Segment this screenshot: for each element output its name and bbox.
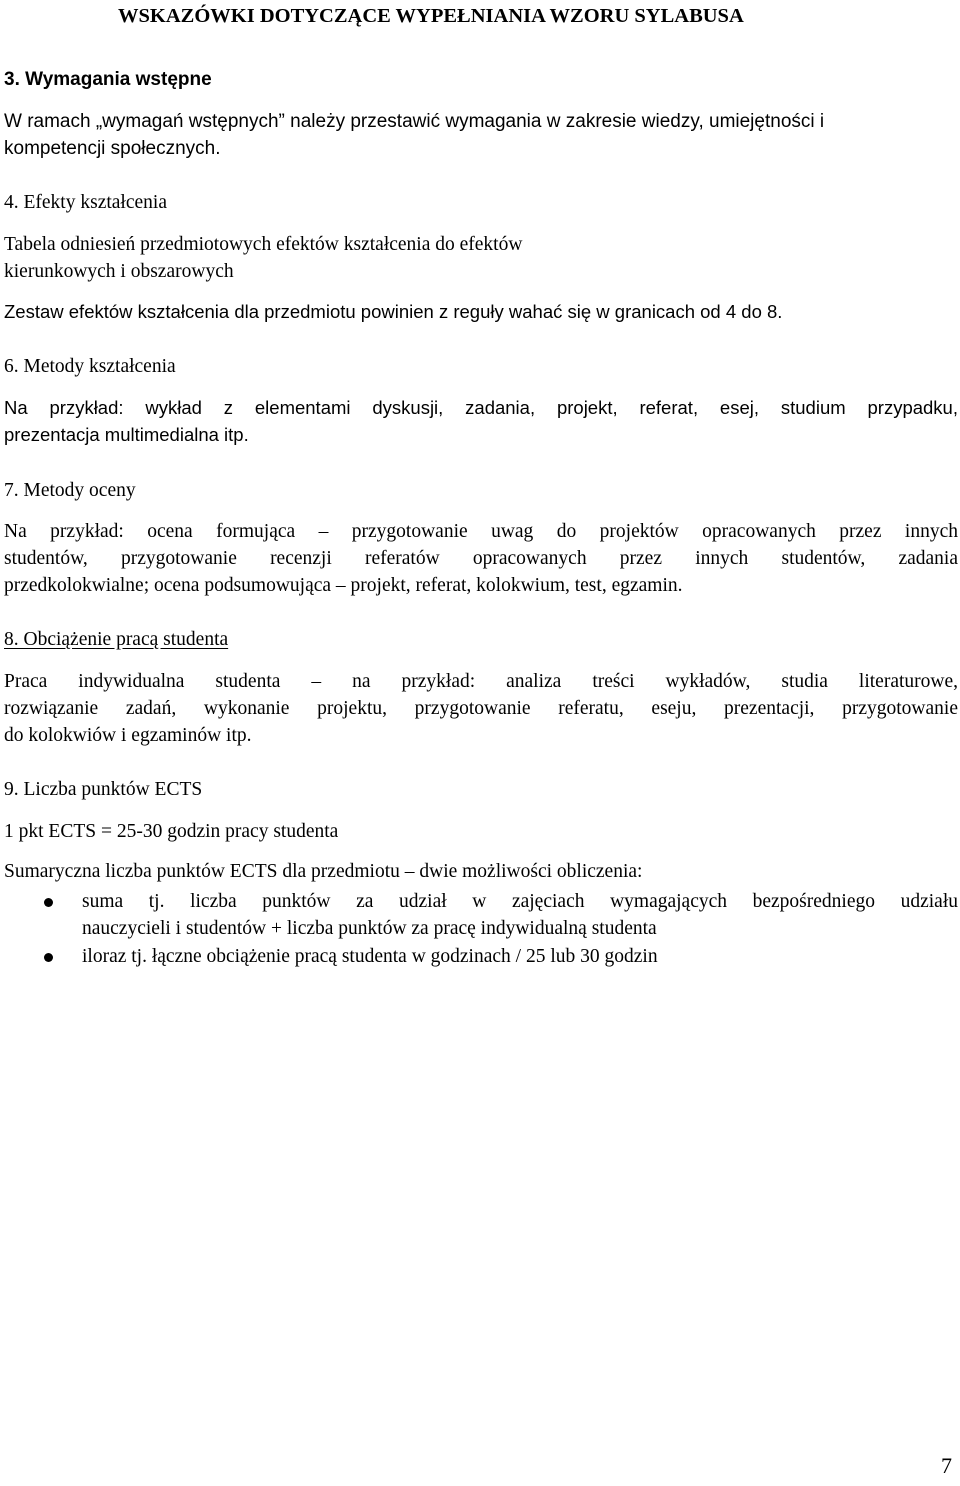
- section-4-note: Zestaw efektów kształcenia dla przedmiotu powinien z reguły wahać się w granicach od 4 do 8.: [4, 301, 783, 322]
- section-heading-4: 4. Efekty kształcenia: [4, 192, 167, 213]
- section-3-line-2: kompetencji społecznych.: [4, 138, 221, 159]
- section-9-bullet-1-line-1: suma tj. liczba punktów za udział w zajęciach wymagających bezpośredniego udziału: [82, 891, 958, 912]
- section-6-line-2: prezentacja multimedialna itp.: [4, 424, 249, 445]
- section-heading-6: 6. Metody kształcenia: [4, 356, 176, 377]
- section-8-line-1: Praca indywidualna studenta – na przykład: analiza treści wykładów, studia literaturowe,: [4, 671, 958, 692]
- section-heading-7: 7. Metody oceny: [4, 480, 136, 501]
- section-8-line-2: rozwiązanie zadań, wykonanie projektu, przygotowanie referatu, eseju, prezentacji, przygotowanie: [4, 698, 958, 719]
- section-7-line-2: studentów, przygotowanie recenzji referatów opracowanych przez innych studentów, zadania: [4, 548, 958, 569]
- section-7-line-1: Na przykład: ocena formująca – przygotowanie uwag do projektów opracowanych przez innych: [4, 521, 958, 542]
- section-heading-9: 9. Liczba punktów ECTS: [4, 779, 203, 800]
- section-9-bullet-1-line-2: nauczycieli i studentów + liczba punktów za pracę indywidualną studenta: [82, 918, 657, 939]
- section-heading-8: 8. Obciążenie pracą studenta: [4, 629, 229, 650]
- section-6-line-1: Na przykład: wykład z elementami dyskusji, zadania, projekt, referat, esej, studium przypadku,: [4, 397, 958, 418]
- bullet-icon: [44, 953, 53, 962]
- section-4-subheading-line-1: Tabela odniesień przedmiotowych efektów kształcenia do efektów: [4, 234, 523, 255]
- page-number: 7: [941, 1453, 952, 1478]
- section-9-bullet-2-line-1: iloraz tj. łączne obciążenie pracą studenta w godzinach / 25 lub 30 godzin: [82, 946, 658, 967]
- section-8-line-3: do kolokwiów i egzaminów itp.: [4, 725, 252, 746]
- bullet-icon: [44, 898, 53, 907]
- section-heading-3: 3. Wymagania wstępne: [4, 69, 212, 90]
- section-3-line-1: W ramach „wymagań wstępnych” należy przestawić wymagania w zakresie wiedzy, umiejętności i: [4, 111, 825, 132]
- document-title: WSKAZÓWKI DOTYCZĄCE WYPEŁNIANIA WZORU SYLABUSA: [118, 5, 744, 27]
- section-9-line-1: 1 pkt ECTS = 25-30 godzin pracy studenta: [4, 821, 339, 842]
- section-4-subheading-line-2: kierunkowych i obszarowych: [4, 261, 234, 282]
- section-9-line-2: Sumaryczna liczba punktów ECTS dla przedmiotu – dwie możliwości obliczenia:: [4, 861, 643, 882]
- section-7-line-3: przedkolokwialne; ocena podsumowująca – projekt, referat, kolokwium, test, egzamin.: [4, 575, 683, 596]
